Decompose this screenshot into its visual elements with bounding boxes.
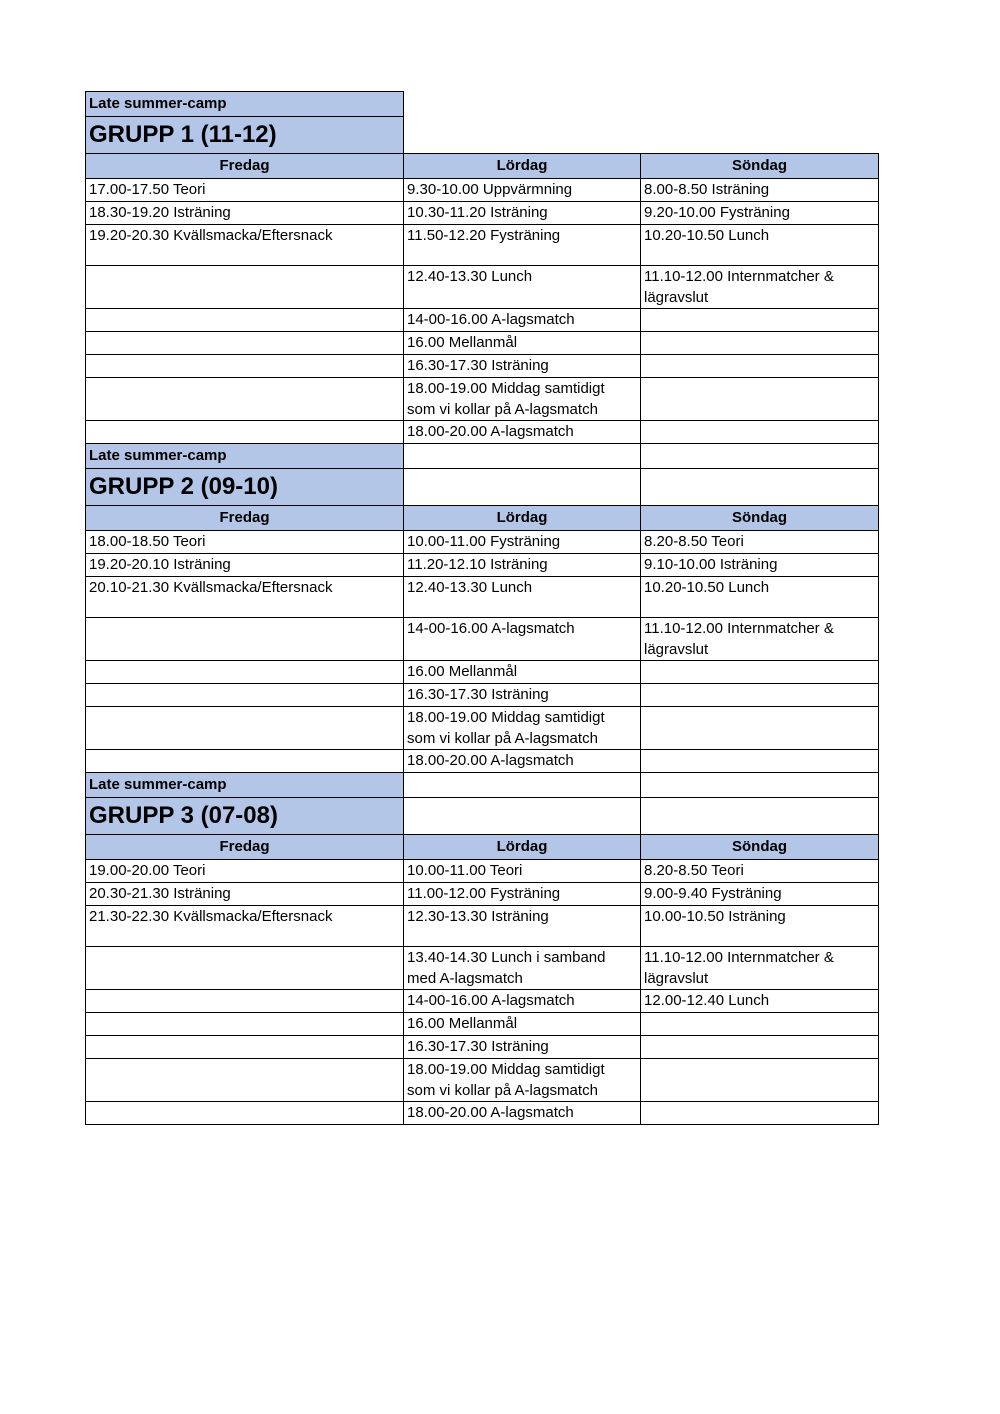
schedule-cell	[641, 661, 879, 684]
schedule-cell	[86, 202, 404, 225]
schedule-row	[86, 906, 879, 947]
schedule-cell	[86, 618, 404, 661]
schedule-cell	[86, 1102, 404, 1125]
schedule-cell	[404, 266, 641, 309]
activity-text: 17.00-17.50 Teori	[89, 181, 206, 198]
schedule-row	[86, 1013, 879, 1036]
schedule-cell	[404, 947, 641, 990]
activity-text: 12.00-12.40 Lunch	[644, 992, 770, 1009]
schedule-cell	[86, 577, 404, 618]
activity-text: 11.10-12.00 Internmatcher & lägravslut	[644, 268, 834, 306]
activity-text: 16.00 Mellanmål	[407, 1015, 518, 1032]
schedule-row	[86, 1059, 879, 1102]
schedule-cell	[641, 179, 879, 202]
group-title-row	[86, 117, 879, 154]
activity-text: 18.00-20.00 A-lagsmatch	[407, 423, 574, 440]
activity-text: 8.20-8.50 Teori	[644, 533, 744, 550]
schedule-cell	[641, 883, 879, 906]
activity-text: 14-00-16.00 A-lagsmatch	[407, 311, 575, 328]
schedule-cell	[641, 684, 879, 707]
day-header-row	[86, 506, 879, 531]
activity-text: 21.30-22.30 Kvällsmacka/Eftersnack	[89, 908, 333, 925]
schedule-cell	[86, 750, 404, 773]
schedule-cell	[86, 421, 404, 444]
schedule-cell	[641, 906, 879, 947]
empty-cell	[641, 469, 879, 506]
schedule-cell	[641, 421, 879, 444]
schedule-row	[86, 661, 879, 684]
schedule-cell	[86, 1059, 404, 1102]
activity-text: 12.30-13.30 Isträning	[407, 908, 549, 925]
activity-text: 11.10-12.00 Internmatcher & lägravslut	[644, 949, 834, 987]
schedule-cell	[86, 179, 404, 202]
day-header-lordag: Lördag	[404, 506, 641, 531]
schedule-cell	[641, 266, 879, 309]
empty-cell	[404, 92, 641, 117]
schedule-cell	[641, 531, 879, 554]
activity-text: 9.30-10.00 Uppvärmning	[407, 181, 573, 198]
schedule-row	[86, 421, 879, 444]
schedule-cell	[641, 577, 879, 618]
schedule-cell	[404, 1036, 641, 1059]
schedule-table	[85, 91, 879, 1125]
schedule-cell	[86, 554, 404, 577]
activity-text: 9.20-10.00 Fysträning	[644, 204, 790, 221]
schedule-cell	[641, 225, 879, 266]
activity-text: 11.50-12.20 Fysträning	[407, 227, 561, 244]
day-header-sondag: Söndag	[641, 506, 879, 531]
schedule-cell	[404, 378, 641, 421]
camp-title-row	[86, 773, 879, 798]
day-header-row	[86, 154, 879, 179]
schedule-cell	[641, 1036, 879, 1059]
activity-text: 10.00-11.00 Teori	[407, 862, 523, 879]
schedule-cell	[86, 378, 404, 421]
schedule-cell	[86, 309, 404, 332]
schedule-cell	[404, 225, 641, 266]
activity-text: 11.00-12.00 Fysträning	[407, 885, 561, 902]
activity-text: 18.00-19.00 Middag samtidigt som vi kollar på A-lagsmatch	[407, 709, 605, 747]
schedule-row	[86, 225, 879, 266]
day-header-sondag: Söndag	[641, 154, 879, 179]
schedule-cell	[86, 266, 404, 309]
activity-text: 8.20-8.50 Teori	[644, 862, 744, 879]
schedule-cell	[404, 990, 641, 1013]
schedule-cell	[404, 355, 641, 378]
schedule-row	[86, 990, 879, 1013]
schedule-row	[86, 378, 879, 421]
activity-text: 8.00-8.50 Isträning	[644, 181, 770, 198]
schedule-cell	[641, 1013, 879, 1036]
schedule-row	[86, 179, 879, 202]
activity-text: 19.20-20.30 Kvällsmacka/Eftersnack	[89, 227, 333, 244]
day-header-fredag: Fredag	[86, 154, 404, 179]
activity-text: 19.00-20.00 Teori	[89, 862, 206, 879]
activity-text: 10.00-10.50 Isträning	[644, 908, 786, 925]
schedule-cell	[641, 378, 879, 421]
schedule-cell	[641, 618, 879, 661]
schedule-cell	[86, 1013, 404, 1036]
schedule-row	[86, 332, 879, 355]
schedule-body	[86, 92, 879, 1125]
activity-text: 11.20-12.10 Isträning	[407, 556, 548, 573]
day-header-sondag: Söndag	[641, 835, 879, 860]
schedule-row	[86, 531, 879, 554]
schedule-row	[86, 750, 879, 773]
schedule-cell	[404, 906, 641, 947]
schedule-cell	[641, 332, 879, 355]
schedule-cell	[404, 577, 641, 618]
schedule-cell	[404, 860, 641, 883]
schedule-cell	[404, 750, 641, 773]
schedule-cell	[641, 554, 879, 577]
schedule-cell	[404, 421, 641, 444]
schedule-cell	[86, 990, 404, 1013]
schedule-cell	[404, 883, 641, 906]
day-header-fredag: Fredag	[86, 835, 404, 860]
schedule-cell	[404, 332, 641, 355]
empty-cell	[404, 444, 641, 469]
schedule-cell	[404, 618, 641, 661]
group-title: GRUPP 2 (09-10)	[86, 469, 404, 506]
schedule-row	[86, 618, 879, 661]
activity-text: 16.30-17.30 Isträning	[407, 357, 549, 374]
activity-text: 16.00 Mellanmål	[407, 334, 518, 351]
group-title: GRUPP 3 (07-08)	[86, 798, 404, 835]
schedule-row	[86, 947, 879, 990]
empty-cell	[404, 469, 641, 506]
schedule-cell	[641, 947, 879, 990]
camp-title: Late summer-camp	[86, 92, 404, 117]
schedule-cell	[86, 225, 404, 266]
activity-text: 10.00-11.00 Fysträning	[407, 533, 561, 550]
activity-text: 18.30-19.20 Isträning	[89, 204, 231, 221]
schedule-cell	[641, 990, 879, 1013]
activity-text: 14-00-16.00 A-lagsmatch	[407, 620, 575, 637]
group-title-row	[86, 469, 879, 506]
schedule-row	[86, 202, 879, 225]
schedule-cell	[86, 906, 404, 947]
schedule-row	[86, 309, 879, 332]
schedule-row	[86, 684, 879, 707]
schedule-row	[86, 266, 879, 309]
schedule-row	[86, 355, 879, 378]
schedule-cell	[641, 1059, 879, 1102]
schedule-cell	[404, 179, 641, 202]
schedule-cell	[86, 1036, 404, 1059]
schedule-cell	[86, 707, 404, 750]
schedule-cell	[404, 1059, 641, 1102]
day-header-fredag: Fredag	[86, 506, 404, 531]
empty-cell	[641, 117, 879, 154]
activity-text: 18.00-19.00 Middag samtidigt som vi kollar på A-lagsmatch	[407, 380, 605, 418]
schedule-row	[86, 883, 879, 906]
schedule-cell	[404, 202, 641, 225]
empty-cell	[404, 773, 641, 798]
activity-text: 16.30-17.30 Isträning	[407, 1038, 549, 1055]
activity-text: 18.00-19.00 Middag samtidigt som vi kollar på A-lagsmatch	[407, 1061, 605, 1099]
empty-cell	[641, 798, 879, 835]
activity-text: 19.20-20.10 Isträning	[89, 556, 231, 573]
activity-text: 10.20-10.50 Lunch	[644, 579, 770, 596]
schedule-cell	[86, 661, 404, 684]
camp-title: Late summer-camp	[86, 444, 404, 469]
schedule-row	[86, 707, 879, 750]
schedule-cell	[404, 684, 641, 707]
schedule-row	[86, 1036, 879, 1059]
group-title: GRUPP 1 (11-12)	[86, 117, 404, 154]
activity-text: 12.40-13.30 Lunch	[407, 579, 533, 596]
empty-cell	[404, 798, 641, 835]
schedule-cell	[404, 1102, 641, 1125]
activity-text: 11.10-12.00 Internmatcher & lägravslut	[644, 620, 834, 658]
activity-text: 20.30-21.30 Isträning	[89, 885, 231, 902]
schedule-cell	[641, 750, 879, 773]
day-header-lordag: Lördag	[404, 154, 641, 179]
schedule-cell	[641, 202, 879, 225]
activity-text: 14-00-16.00 A-lagsmatch	[407, 992, 575, 1009]
schedule-row	[86, 577, 879, 618]
schedule-cell	[641, 707, 879, 750]
schedule-cell	[86, 355, 404, 378]
schedule-cell	[641, 309, 879, 332]
day-header-lordag: Lördag	[404, 835, 641, 860]
schedule-cell	[86, 531, 404, 554]
schedule-row	[86, 1102, 879, 1125]
camp-title: Late summer-camp	[86, 773, 404, 798]
schedule-cell	[404, 554, 641, 577]
activity-text: 9.10-10.00 Isträning	[644, 556, 778, 573]
schedule-cell	[86, 860, 404, 883]
activity-text: 12.40-13.30 Lunch	[407, 268, 533, 285]
activity-text: 20.10-21.30 Kvällsmacka/Eftersnack	[89, 579, 333, 596]
empty-cell	[641, 773, 879, 798]
group-title-row	[86, 798, 879, 835]
schedule-cell	[641, 1102, 879, 1125]
schedule-cell	[404, 309, 641, 332]
activity-text: 18.00-20.00 A-lagsmatch	[407, 752, 574, 769]
schedule-cell	[641, 355, 879, 378]
schedule-cell	[86, 332, 404, 355]
schedule-cell	[86, 947, 404, 990]
activity-text: 18.00-18.50 Teori	[89, 533, 206, 550]
schedule-cell	[404, 707, 641, 750]
schedule-cell	[404, 531, 641, 554]
activity-text: 13.40-14.30 Lunch i samband med A-lagsmatch	[407, 949, 606, 987]
camp-title-row	[86, 92, 879, 117]
day-header-row	[86, 835, 879, 860]
activity-text: 10.30-11.20 Isträning	[407, 204, 548, 221]
schedule-row	[86, 860, 879, 883]
schedule-row	[86, 554, 879, 577]
activity-text: 10.20-10.50 Lunch	[644, 227, 770, 244]
schedule-cell	[86, 684, 404, 707]
schedule-cell	[404, 1013, 641, 1036]
empty-cell	[641, 92, 879, 117]
empty-cell	[641, 444, 879, 469]
activity-text: 9.00-9.40 Fysträning	[644, 885, 782, 902]
activity-text: 16.30-17.30 Isträning	[407, 686, 549, 703]
activity-text: 16.00 Mellanmål	[407, 663, 518, 680]
schedule-cell	[86, 883, 404, 906]
empty-cell	[404, 117, 641, 154]
schedule-cell	[404, 661, 641, 684]
activity-text: 18.00-20.00 A-lagsmatch	[407, 1104, 574, 1121]
camp-title-row	[86, 444, 879, 469]
schedule-cell	[641, 860, 879, 883]
